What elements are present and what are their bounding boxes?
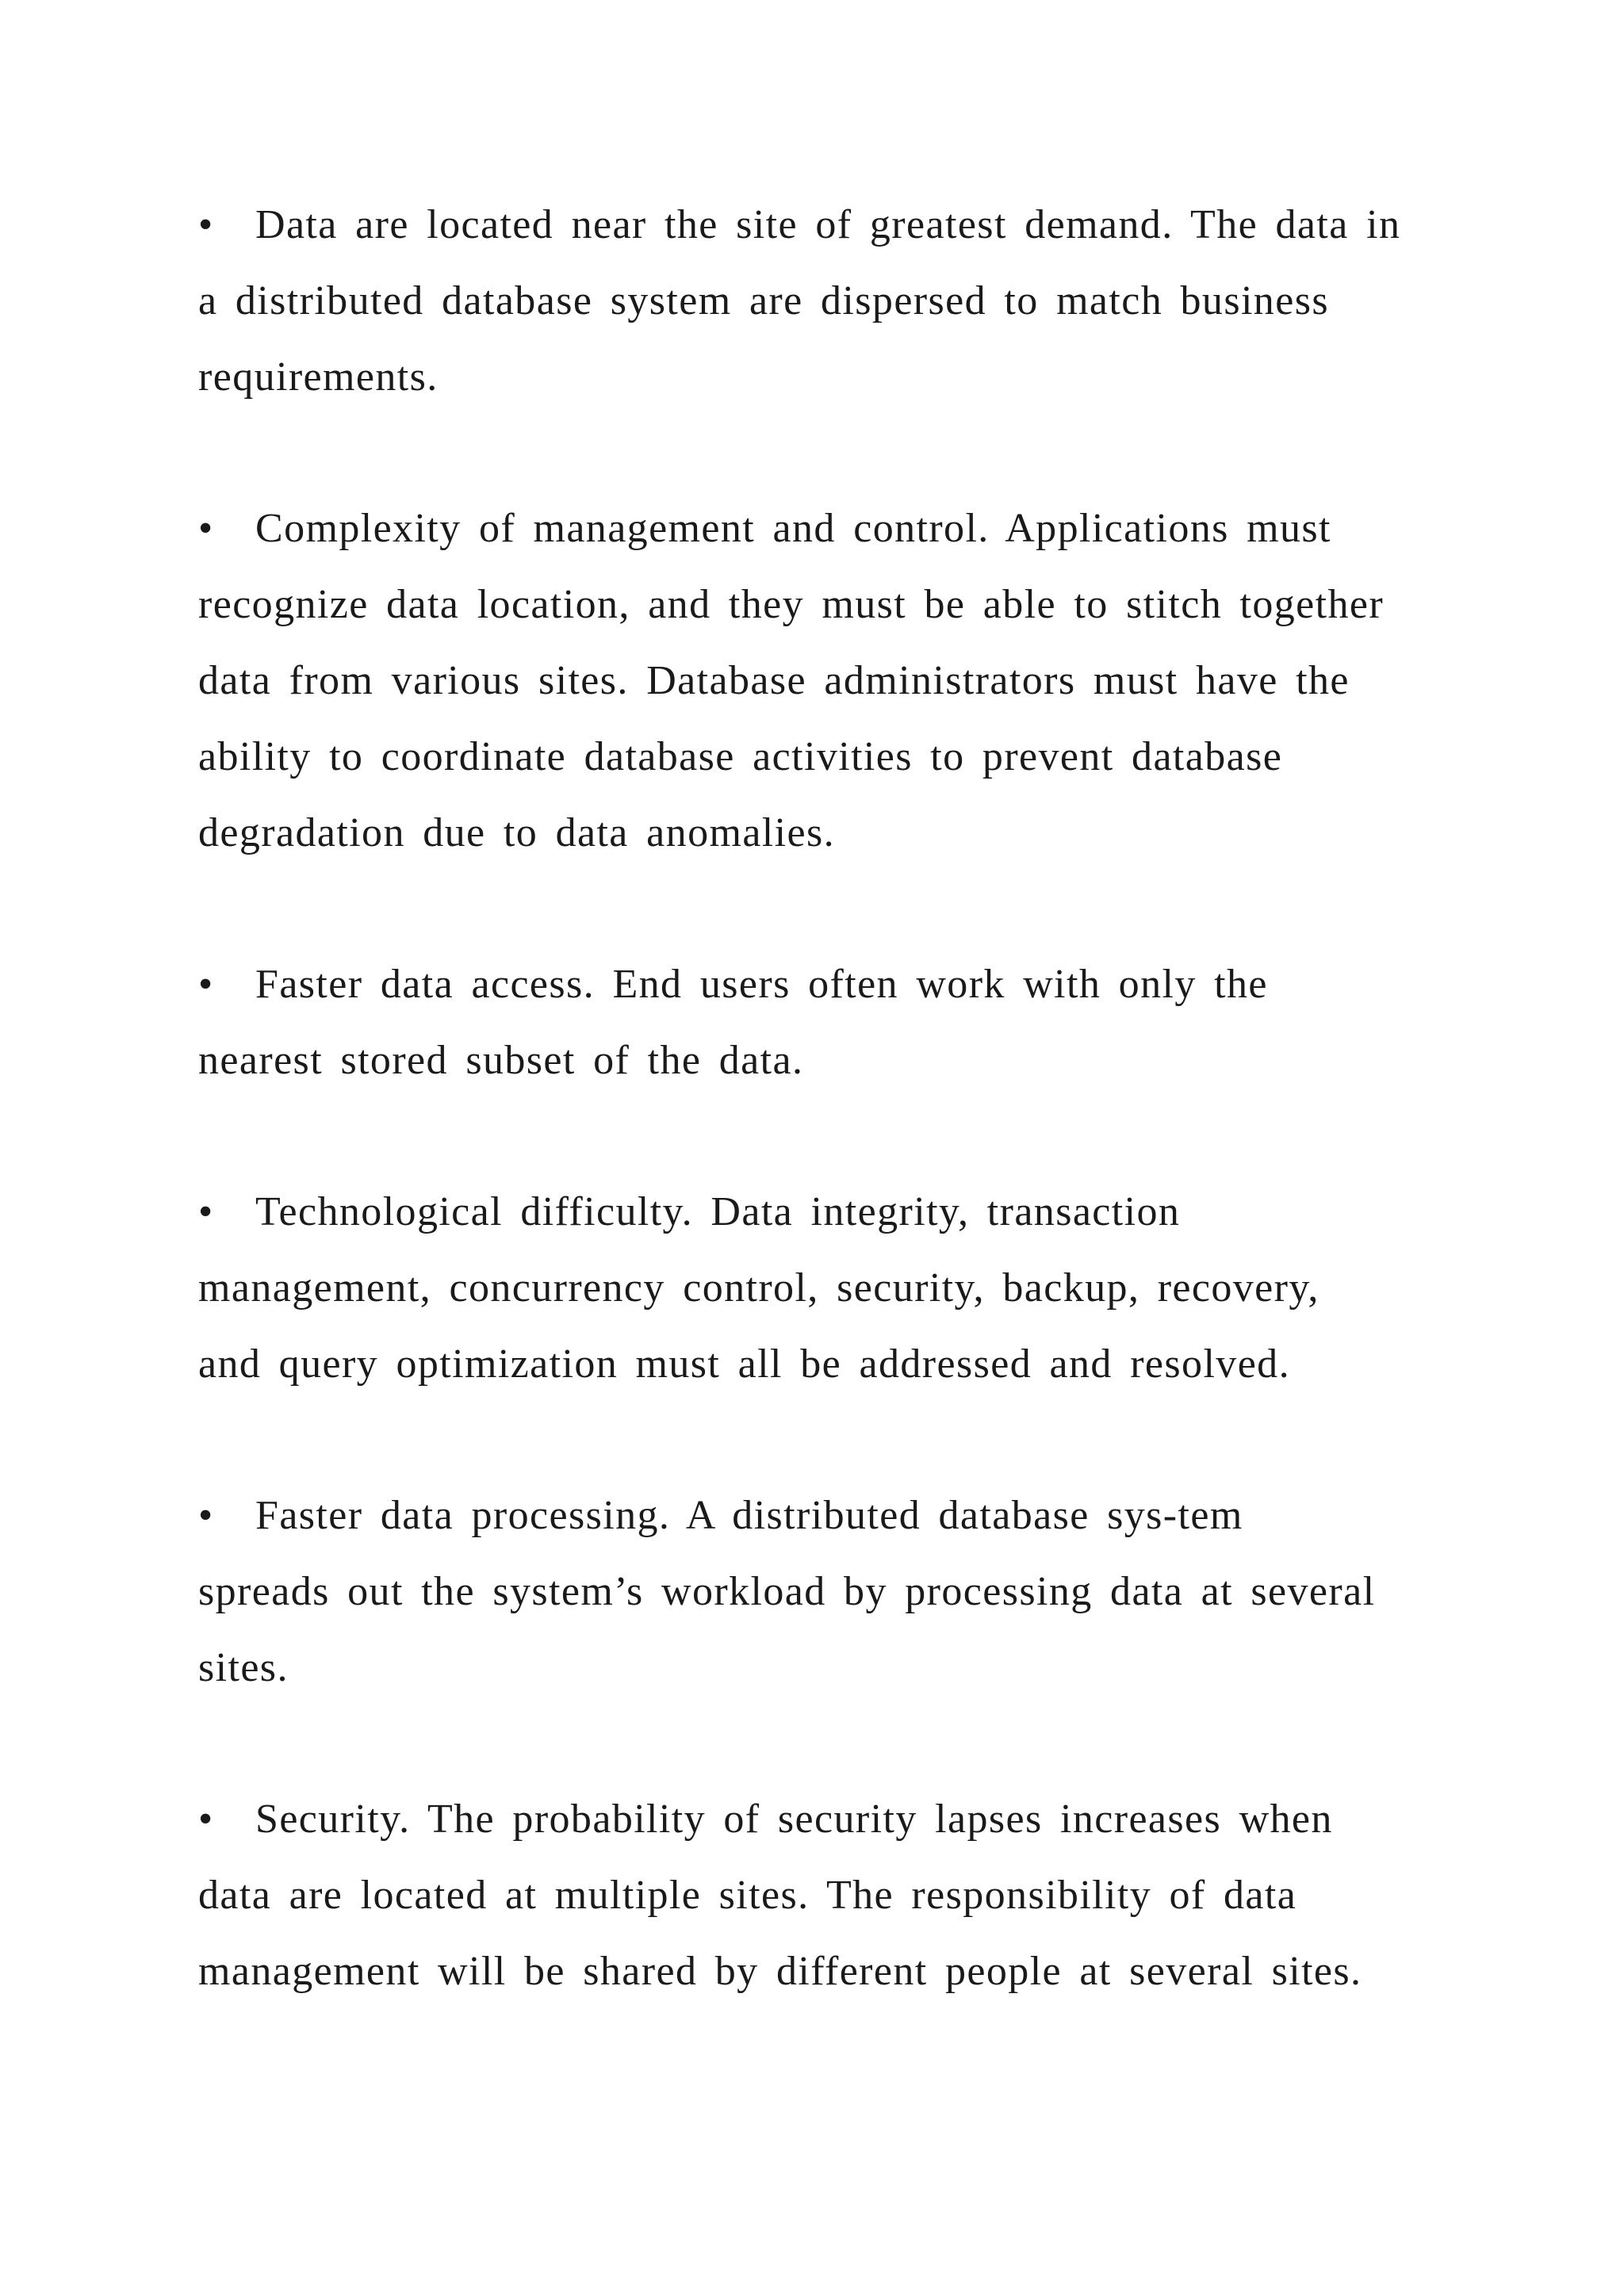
text-line: nearest stored subset of the data.	[198, 1038, 804, 1083]
line-text: Faster data processing. A distributed database sys-tem	[255, 1493, 1243, 1538]
text-line	[198, 1478, 1435, 1554]
text-line: spreads out the system’s workload by processing data at several	[198, 1569, 1376, 1614]
text-line	[198, 491, 1435, 567]
text-line	[198, 187, 1435, 263]
text-line: data are located at multiple sites. The responsibility of data	[198, 1873, 1297, 1918]
text-line	[198, 1781, 1435, 1858]
bullet-marker: •	[198, 1493, 214, 1538]
text-line: ability to coordinate database activities to prevent database	[198, 734, 1283, 779]
text-line: requirements.	[198, 354, 439, 400]
bullet-marker: •	[198, 202, 214, 247]
bullet-item-complexity	[198, 491, 1435, 871]
bullet-marker: •	[198, 1189, 214, 1234]
bullet-marker: •	[198, 506, 214, 551]
line-text: Complexity of management and control. Applications must	[255, 506, 1331, 551]
text-line: management, concurrency control, security, backup, recovery,	[198, 1265, 1320, 1311]
text-line: recognize data location, and they must be able to stitch together	[198, 582, 1385, 627]
text-line	[198, 947, 1435, 1023]
text-line: and query optimization must all be addressed and resolved.	[198, 1341, 1290, 1387]
line-text: Technological difficulty. Data integrity, transaction	[255, 1189, 1181, 1234]
document-page	[198, 187, 1435, 2085]
bullet-item-faster-access	[198, 947, 1435, 1099]
text-line: management will be shared by different people at several sites.	[198, 1949, 1362, 1994]
text-line: degradation due to data anomalies.	[198, 810, 836, 855]
text-line: a distributed database system are dispersed to match business	[198, 278, 1329, 323]
bullet-marker: •	[198, 962, 214, 1007]
line-text: Faster data access. End users often work with only the	[255, 962, 1268, 1007]
text-line: sites.	[198, 1645, 289, 1690]
line-text: Security. The probability of security lapses increases when	[255, 1797, 1333, 1842]
bullet-item-technological-difficulty	[198, 1174, 1435, 1402]
bullet-marker: •	[198, 1797, 214, 1842]
bullet-item-security	[198, 1781, 1435, 2010]
bullet-item-data-location	[198, 187, 1435, 415]
bullet-item-faster-processing	[198, 1478, 1435, 1706]
text-line: data from various sites. Database administrators must have the	[198, 658, 1350, 703]
text-line	[198, 1174, 1435, 1250]
line-text: Data are located near the site of greatest demand. The data in	[255, 202, 1401, 247]
